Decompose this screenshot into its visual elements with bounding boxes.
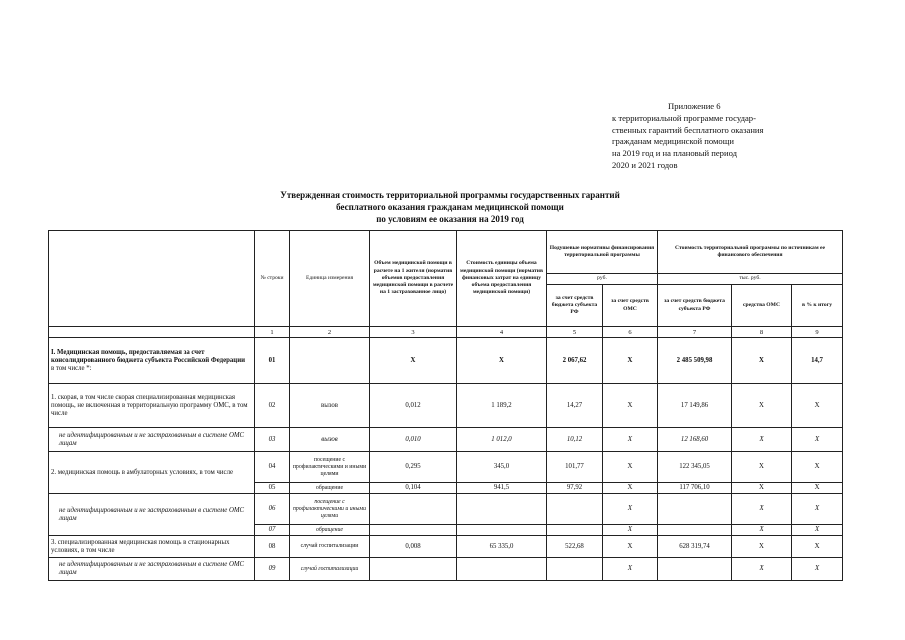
header-unit: Единица измерения xyxy=(290,231,370,327)
row-description-main: I. Медицинская помощь, предоставляемая за счет консолидированного бюджета субъекта Российской Федерации xyxy=(51,348,246,364)
cell-per-capita-budget xyxy=(547,494,603,525)
header-row xyxy=(49,231,843,274)
appendix-line: ственных гарантий бесплатного оказания xyxy=(612,124,764,135)
column-number: 1 xyxy=(255,327,290,338)
cell-per-capita-oms: X xyxy=(603,525,658,536)
column-number-row xyxy=(49,327,843,338)
cell-per-capita-budget: 14,27 xyxy=(547,384,603,428)
header-unit-cost: Стоимость единицы объема медицинской помощи (норматив финансовых затрат на единицу объема предоставления медицинской помощи) xyxy=(457,231,547,327)
row-description-sub: в том числе *: xyxy=(51,364,92,372)
cell-cost-oms: X xyxy=(732,494,792,525)
cell-per-capita-budget: 97,92 xyxy=(547,483,603,494)
appendix-note xyxy=(612,101,842,172)
column-number: 4 xyxy=(457,327,547,338)
cell-cost-oms: X xyxy=(732,452,792,483)
cell-cost-budget: 17 149,86 xyxy=(658,384,732,428)
table-row xyxy=(49,494,843,525)
cell-cost-oms: X xyxy=(732,536,792,558)
row-unit: обращение xyxy=(290,483,370,494)
cell-cost-oms: X xyxy=(732,428,792,452)
header-description xyxy=(49,231,255,327)
cell-percent: X xyxy=(792,525,843,536)
cell-per-capita-budget xyxy=(547,558,603,581)
row-unit xyxy=(290,338,370,384)
row-number: 06 xyxy=(255,494,290,525)
title-line: по условиям ее оказания на 2019 год xyxy=(376,214,524,224)
cost-table xyxy=(48,230,843,581)
cell-unit-cost: 1 012,0 xyxy=(457,428,547,452)
cell-cost-oms: X xyxy=(732,525,792,536)
row-number: 01 xyxy=(255,338,290,384)
cell-cost-budget: 117 706,10 xyxy=(658,483,732,494)
row-number: 07 xyxy=(255,525,290,536)
header-program-cost: Стоимость территориальной программы по источникам ее финансового обеспечения xyxy=(658,231,843,274)
cell-cost-budget: 2 485 509,98 xyxy=(658,338,732,384)
cell-cost-oms: X xyxy=(732,384,792,428)
cell-percent: X xyxy=(792,428,843,452)
column-number: 2 xyxy=(290,327,370,338)
cell-cost-oms: X xyxy=(732,483,792,494)
cell-volume xyxy=(370,558,457,581)
row-unit: посещение с профилактическими и иными целями xyxy=(290,494,370,525)
cell-volume: 0,008 xyxy=(370,536,457,558)
column-number: 7 xyxy=(658,327,732,338)
table-row xyxy=(49,452,843,483)
cell-unit-cost xyxy=(457,525,547,536)
cell-per-capita-oms: X xyxy=(603,483,658,494)
cell-per-capita-budget xyxy=(547,525,603,536)
cell-volume: X xyxy=(370,338,457,384)
cell-percent: X xyxy=(792,452,843,483)
cell-volume: 0,010 xyxy=(370,428,457,452)
row-description: не идентифицированным и не застрахованным в системе ОМС лицам xyxy=(49,494,255,536)
cell-volume: 0,295 xyxy=(370,452,457,483)
cell-per-capita-oms: X xyxy=(603,428,658,452)
row-description xyxy=(49,338,255,384)
column-number: 5 xyxy=(547,327,603,338)
row-description: 2. медицинская помощь в амбулаторных условиях, в том числе xyxy=(49,452,255,494)
row-unit: обращение xyxy=(290,525,370,536)
appendix-line: гражданам медицинской помощи xyxy=(612,136,734,147)
column-number xyxy=(49,327,255,338)
cell-cost-budget xyxy=(658,494,732,525)
row-number: 08 xyxy=(255,536,290,558)
appendix-line: Приложение 6 xyxy=(668,101,721,111)
cell-cost-oms: X xyxy=(732,558,792,581)
cell-per-capita-oms: X xyxy=(603,558,658,581)
cell-percent: X xyxy=(792,558,843,581)
table-row xyxy=(49,558,843,581)
cell-unit-cost: 65 335,0 xyxy=(457,536,547,558)
header-oms: за счет средств ОМС xyxy=(603,285,658,327)
row-number: 04 xyxy=(255,452,290,483)
cell-cost-oms: X xyxy=(732,338,792,384)
cell-per-capita-budget: 10,12 xyxy=(547,428,603,452)
row-number: 02 xyxy=(255,384,290,428)
row-description: не идентифицированным и не застрахованным в системе ОМС лицам xyxy=(49,428,255,452)
cell-unit-cost xyxy=(457,494,547,525)
cell-cost-budget: 628 319,74 xyxy=(658,536,732,558)
cell-per-capita-budget: 101,77 xyxy=(547,452,603,483)
column-number: 8 xyxy=(732,327,792,338)
cell-per-capita-oms: X xyxy=(603,452,658,483)
cell-cost-budget xyxy=(658,525,732,536)
table-row xyxy=(49,338,843,384)
cell-cost-budget: 12 168,60 xyxy=(658,428,732,452)
cell-percent: X xyxy=(792,483,843,494)
cell-per-capita-budget: 522,68 xyxy=(547,536,603,558)
title-line: Утвержденная стоимость территориальной программы государственных гарантий xyxy=(280,190,620,200)
cell-volume xyxy=(370,525,457,536)
header-thousand-rub: тыс. руб. xyxy=(658,274,843,285)
row-unit: случай госпитализации xyxy=(290,558,370,581)
row-unit: посещение с профилактическими и иными целями xyxy=(290,452,370,483)
cell-percent: X xyxy=(792,536,843,558)
row-description: 3. специализированная медицинская помощь в стационарных условиях, в том числе xyxy=(49,536,255,558)
cell-per-capita-oms: X xyxy=(603,384,658,428)
row-number: 09 xyxy=(255,558,290,581)
row-unit: случай госпитализации xyxy=(290,536,370,558)
table-row xyxy=(49,384,843,428)
title-line: бесплатного оказания гражданам медицинской помощи xyxy=(336,202,564,212)
cell-volume xyxy=(370,494,457,525)
column-number: 9 xyxy=(792,327,843,338)
cell-unit-cost xyxy=(457,558,547,581)
header-row-number: № строки xyxy=(255,231,290,327)
cell-volume: 0,012 xyxy=(370,384,457,428)
cell-per-capita-budget: 2 067,62 xyxy=(547,338,603,384)
header-budget-rf: за счет средств бюджета субъекта РФ xyxy=(547,285,603,327)
row-description: не идентифицированным и не застрахованным в системе ОМС лицам xyxy=(49,558,255,581)
table-row xyxy=(49,536,843,558)
appendix-line: 2020 и 2021 годов xyxy=(612,159,678,170)
cell-per-capita-oms: X xyxy=(603,338,658,384)
document-title xyxy=(180,189,720,225)
cell-unit-cost: X xyxy=(457,338,547,384)
appendix-line: к территориальной программе государ- xyxy=(612,112,756,123)
cell-unit-cost: 941,5 xyxy=(457,483,547,494)
cell-cost-budget: 122 345,05 xyxy=(658,452,732,483)
column-number: 3 xyxy=(370,327,457,338)
cell-per-capita-oms: X xyxy=(603,494,658,525)
header-percent: в % к итогу xyxy=(792,285,843,327)
table-row xyxy=(49,428,843,452)
header-budget-rf-thousand: за счет средств бюджета субъекта РФ xyxy=(658,285,732,327)
cell-cost-budget xyxy=(658,558,732,581)
cell-per-capita-oms: X xyxy=(603,536,658,558)
appendix-line: на 2019 год и на плановый период xyxy=(612,148,737,159)
row-number: 05 xyxy=(255,483,290,494)
row-description: 1. скорая, в том числе скорая специализированная медицинская помощь, не включенная в территориальную программу ОМС, в том числе xyxy=(49,384,255,428)
header-oms-funds: средства ОМС xyxy=(732,285,792,327)
header-rub: руб. xyxy=(547,274,658,285)
cell-percent: X xyxy=(792,494,843,525)
cell-percent: 14,7 xyxy=(792,338,843,384)
row-unit: вызов xyxy=(290,428,370,452)
cell-percent: X xyxy=(792,384,843,428)
row-unit: вызов xyxy=(290,384,370,428)
row-number: 03 xyxy=(255,428,290,452)
header-per-capita: Подушевые нормативы финансирования территориальной программы xyxy=(547,231,658,274)
cell-unit-cost: 1 189,2 xyxy=(457,384,547,428)
column-number: 6 xyxy=(603,327,658,338)
cell-unit-cost: 345,0 xyxy=(457,452,547,483)
cell-volume: 0,104 xyxy=(370,483,457,494)
header-volume: Объем медицинской помощи в расчете на 1 жителя (норматив объемов предоставления медицинской помощи в расчете на 1 застрахованное лицо) xyxy=(370,231,457,327)
